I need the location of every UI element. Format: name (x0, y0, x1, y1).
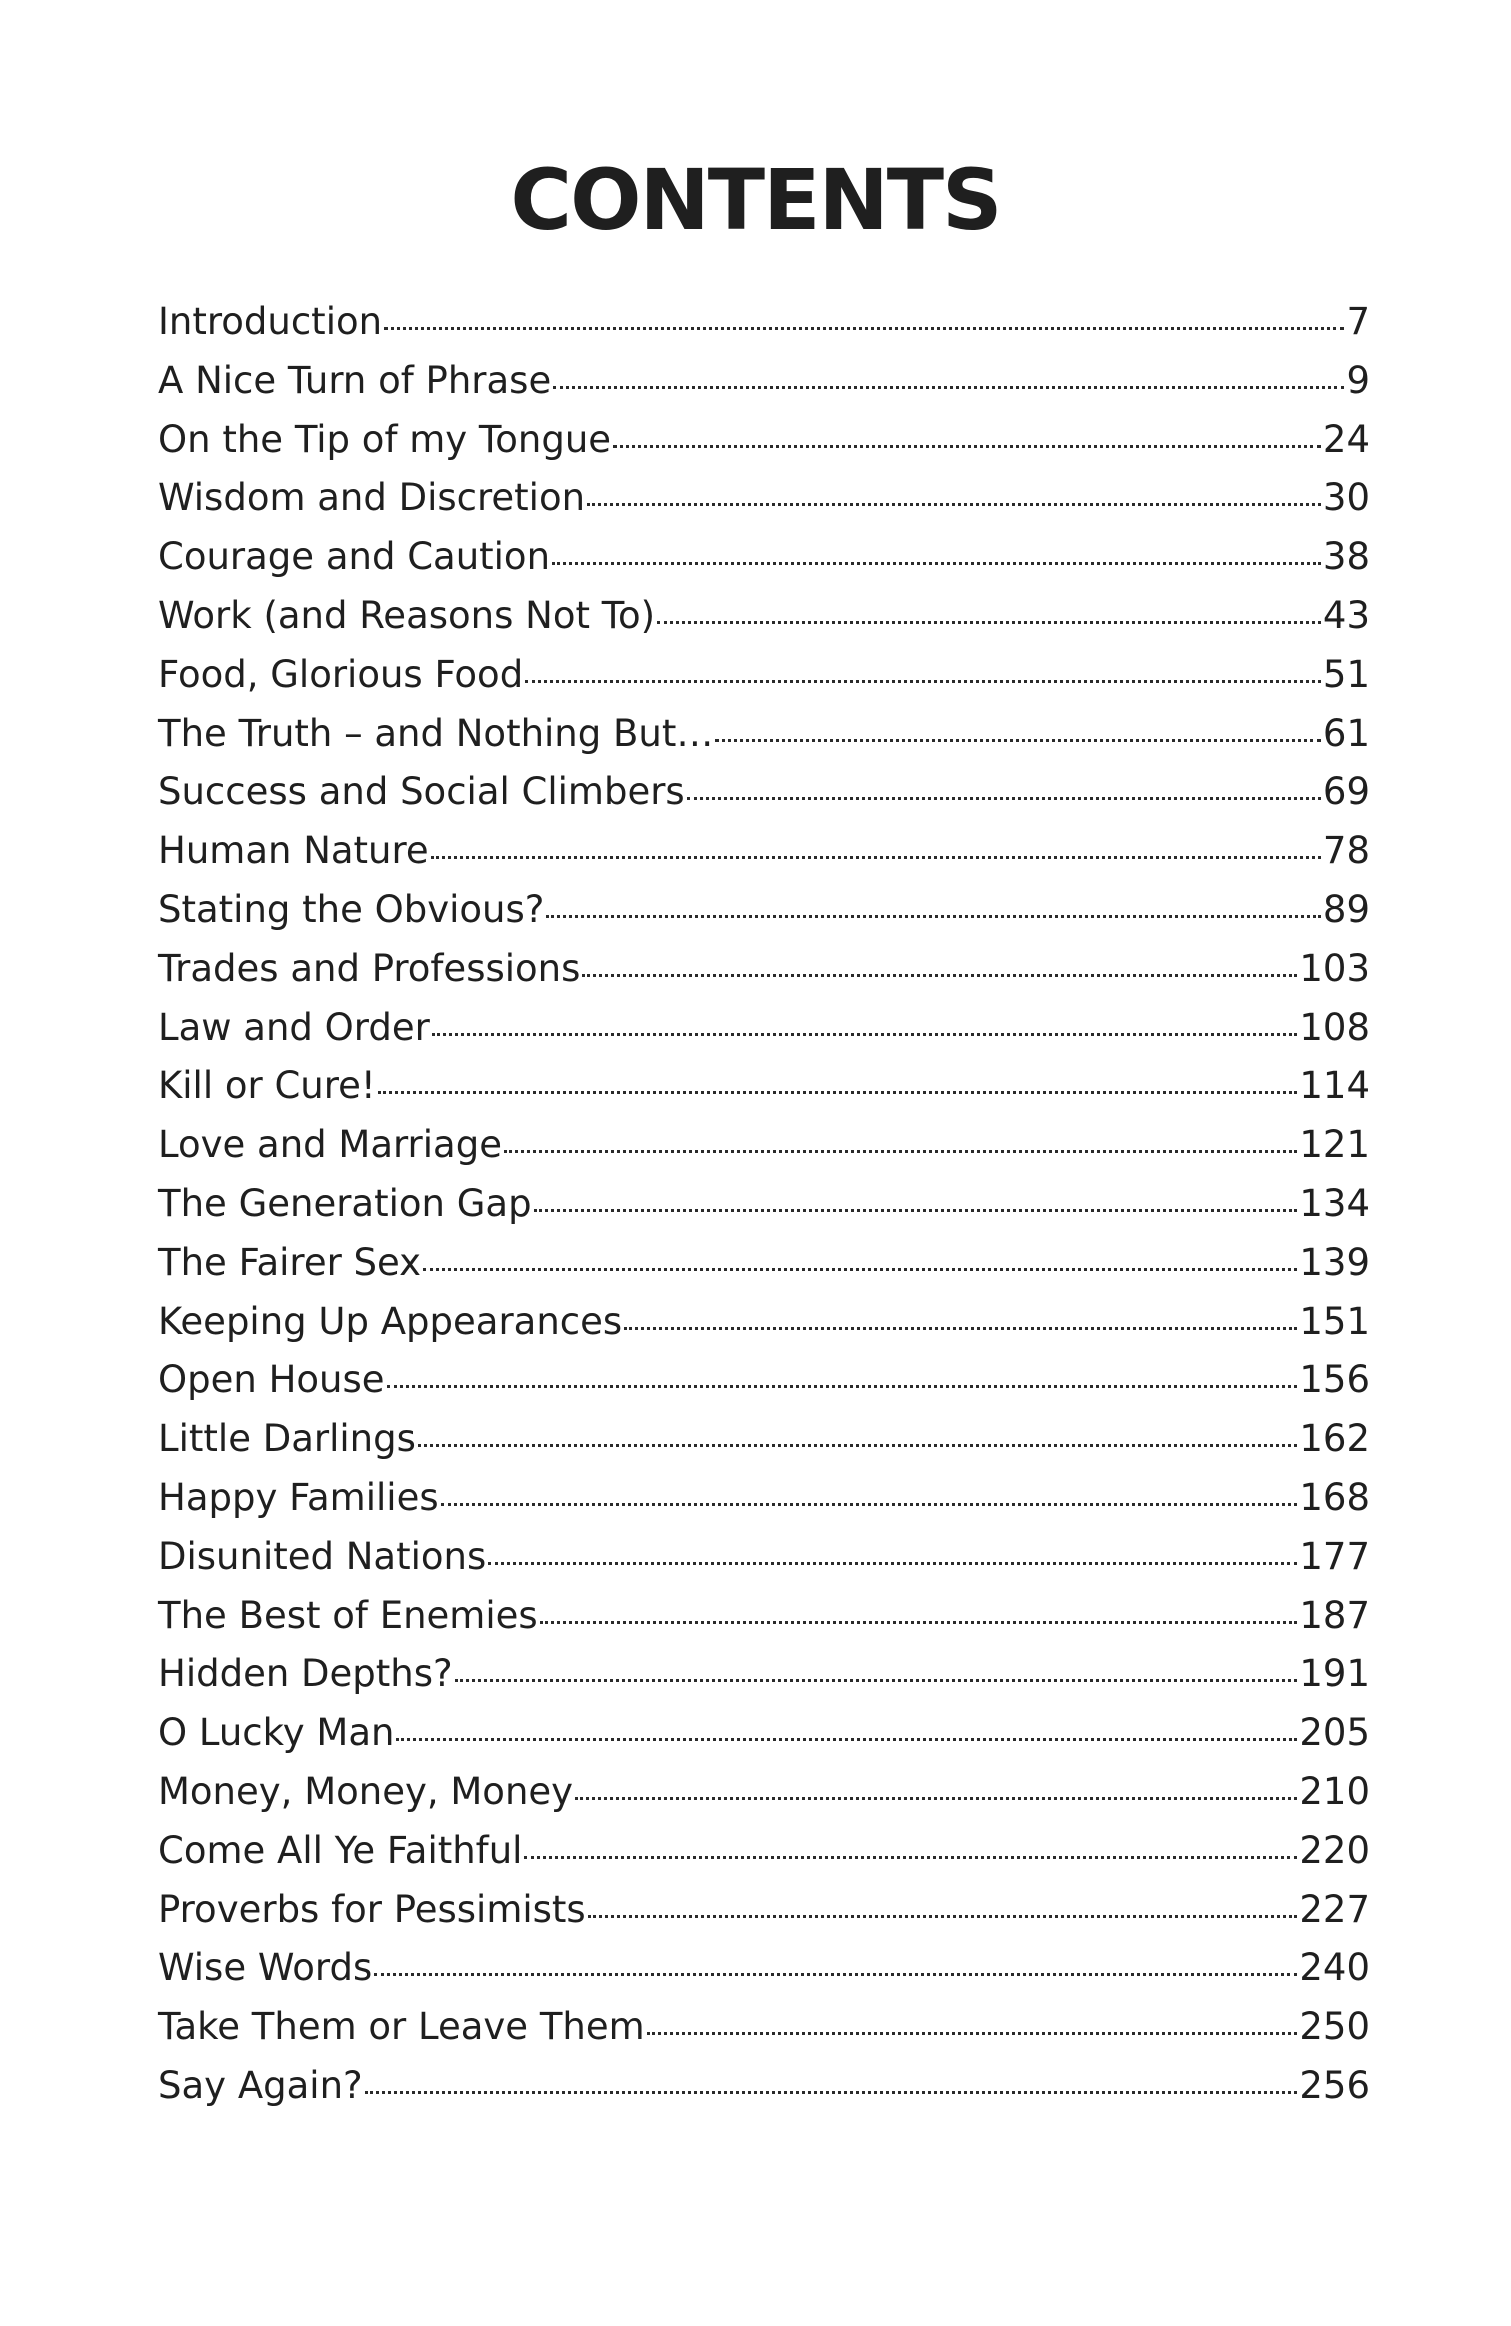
dot-leader (687, 797, 1321, 800)
dot-leader (431, 856, 1321, 859)
dot-leader (588, 1915, 1298, 1918)
toc-entry (158, 1888, 1370, 1947)
toc-entry-page-number: 61 (1322, 711, 1370, 755)
toc-entry (158, 1417, 1370, 1476)
dot-leader (575, 1797, 1297, 1800)
toc-entry (158, 359, 1370, 418)
toc-entry (158, 1652, 1370, 1711)
toc-entry-page-number: 220 (1299, 1828, 1370, 1872)
toc-entry-page-number: 205 (1299, 1711, 1370, 1755)
dot-leader (432, 1033, 1298, 1036)
toc-entry-page-number: 177 (1299, 1534, 1370, 1578)
toc-entry-title: Stating the Obvious? (158, 887, 545, 931)
toc-entry (158, 1476, 1370, 1535)
toc-entry (158, 1300, 1370, 1359)
toc-entry-page-number: 227 (1299, 1887, 1370, 1931)
dot-leader (378, 1091, 1298, 1094)
toc-entry-title: The Best of Enemies (158, 1593, 538, 1637)
toc-entry-title: Courage and Caution (158, 535, 551, 579)
dot-leader (613, 445, 1321, 448)
toc-entry (158, 829, 1370, 888)
dot-leader (387, 1385, 1298, 1388)
toc-entry-title: Love and Marriage (158, 1123, 502, 1167)
dot-leader (582, 974, 1297, 977)
toc-entry (158, 770, 1370, 829)
toc-entry-title: Little Darlings (158, 1417, 416, 1461)
dot-leader (525, 680, 1321, 683)
toc-entry-title: Proverbs for Pessimists (158, 1887, 586, 1931)
toc-entry-title: A Nice Turn of Phrase (158, 358, 552, 402)
toc-entry (158, 1358, 1370, 1417)
toc-entry-title: Introduction (158, 300, 383, 343)
dot-leader (488, 1562, 1297, 1565)
toc-entry-title: The Fairer Sex (158, 1240, 422, 1284)
toc-entry (158, 1182, 1370, 1241)
toc-entry (158, 888, 1370, 947)
toc-entry-title: Happy Families (158, 1475, 439, 1519)
toc-entry (158, 1829, 1370, 1888)
dot-leader (540, 1621, 1298, 1624)
toc-entry-page-number: 69 (1322, 770, 1370, 814)
toc-entry-page-number: 114 (1299, 1064, 1370, 1108)
toc-entry (158, 1064, 1370, 1123)
toc-entry-title: Kill or Cure! (158, 1064, 376, 1108)
toc-entry-title: Wisdom and Discretion (158, 476, 586, 520)
toc-entry (158, 300, 1370, 359)
toc-entry-page-number: 134 (1299, 1181, 1370, 1225)
dot-leader (423, 1268, 1297, 1271)
dot-leader (587, 503, 1321, 506)
toc-entry-title: O Lucky Man (158, 1711, 395, 1755)
dot-leader (396, 1738, 1297, 1741)
toc-entry-page-number: 51 (1322, 652, 1370, 696)
dot-leader (647, 2032, 1298, 2035)
dot-leader (374, 1973, 1297, 1976)
dot-leader (552, 562, 1321, 565)
toc-entry-title: Food, Glorious Food (158, 652, 524, 696)
toc-entry-title: Law and Order (158, 1005, 430, 1049)
toc-entry (158, 1241, 1370, 1300)
toc-entry (158, 1123, 1370, 1182)
toc-entry-title: Keeping Up Appearances (158, 1299, 623, 1343)
toc-entry-page-number: 151 (1299, 1299, 1370, 1343)
toc-entry-page-number: 9 (1346, 358, 1370, 402)
toc-entry (158, 947, 1370, 1006)
dot-leader (365, 2091, 1298, 2094)
dot-leader (418, 1444, 1298, 1447)
dot-leader (384, 327, 1344, 330)
toc-entry (158, 1006, 1370, 1065)
toc-entry (158, 2005, 1370, 2064)
toc-entry-page-number: 7 (1346, 300, 1370, 343)
toc-entry (158, 1711, 1370, 1770)
toc-entry-page-number: 162 (1299, 1417, 1370, 1461)
toc-entry-page-number: 168 (1299, 1475, 1370, 1519)
toc-entry-page-number: 38 (1322, 535, 1370, 579)
toc-entry-page-number: 30 (1322, 476, 1370, 520)
toc-entry (158, 476, 1370, 535)
toc-entry-page-number: 78 (1322, 829, 1370, 873)
toc-entry-page-number: 256 (1299, 2063, 1370, 2107)
toc-entry-title: Say Again? (158, 2063, 363, 2107)
toc-entry-title: The Generation Gap (158, 1181, 532, 1225)
dot-leader (455, 1679, 1298, 1682)
dot-leader (441, 1503, 1298, 1506)
toc-entry-title: On the Tip of my Tongue (158, 417, 612, 461)
toc-entry-title: Open House (158, 1358, 385, 1402)
toc-entry-title: Disunited Nations (158, 1534, 487, 1578)
toc-entry (158, 418, 1370, 477)
toc-entry-page-number: 43 (1322, 593, 1370, 637)
dot-leader (657, 621, 1321, 624)
dot-leader (524, 1856, 1297, 1859)
dot-leader (553, 386, 1344, 389)
page-title: CONTENTS (510, 151, 1001, 249)
dot-leader (534, 1209, 1298, 1212)
toc-entry-title: Human Nature (158, 829, 429, 873)
toc-entry-title: Success and Social Climbers (158, 770, 685, 814)
toc-entry-page-number: 103 (1299, 946, 1370, 990)
toc-entry-title: Come All Ye Faithful (158, 1828, 523, 1872)
toc-entry-page-number: 139 (1299, 1240, 1370, 1284)
toc-entry-title: The Truth – and Nothing But… (158, 711, 714, 755)
toc-entry-title: Work (and Reasons Not To) (158, 593, 656, 637)
table-of-contents (158, 300, 1370, 2123)
toc-entry-title: Money, Money, Money (158, 1769, 574, 1813)
toc-entry (158, 712, 1370, 771)
toc-entry-title: Trades and Professions (158, 946, 581, 990)
toc-entry (158, 2064, 1370, 2123)
toc-entry-page-number: 191 (1299, 1652, 1370, 1696)
dot-leader (546, 915, 1320, 918)
toc-entry-page-number: 108 (1299, 1005, 1370, 1049)
toc-entry (158, 535, 1370, 594)
toc-entry-title: Take Them or Leave Them (158, 2005, 645, 2049)
dot-leader (715, 739, 1321, 742)
toc-entry-page-number: 24 (1322, 417, 1370, 461)
toc-entry-page-number: 187 (1299, 1593, 1370, 1637)
toc-entry-page-number: 121 (1299, 1123, 1370, 1167)
toc-entry-page-number: 240 (1299, 1946, 1370, 1990)
toc-entry (158, 1770, 1370, 1829)
toc-entry-page-number: 210 (1299, 1769, 1370, 1813)
dot-leader (504, 1150, 1297, 1153)
toc-entry-page-number: 250 (1299, 2005, 1370, 2049)
dot-leader (624, 1327, 1297, 1330)
toc-entry (158, 1946, 1370, 2005)
toc-entry (158, 653, 1370, 712)
toc-entry-page-number: 156 (1299, 1358, 1370, 1402)
toc-entry-page-number: 89 (1322, 887, 1370, 931)
toc-entry-title: Wise Words (158, 1946, 373, 1990)
toc-entry (158, 1594, 1370, 1653)
toc-entry (158, 594, 1370, 653)
toc-entry-title: Hidden Depths? (158, 1652, 453, 1696)
toc-entry (158, 1535, 1370, 1594)
